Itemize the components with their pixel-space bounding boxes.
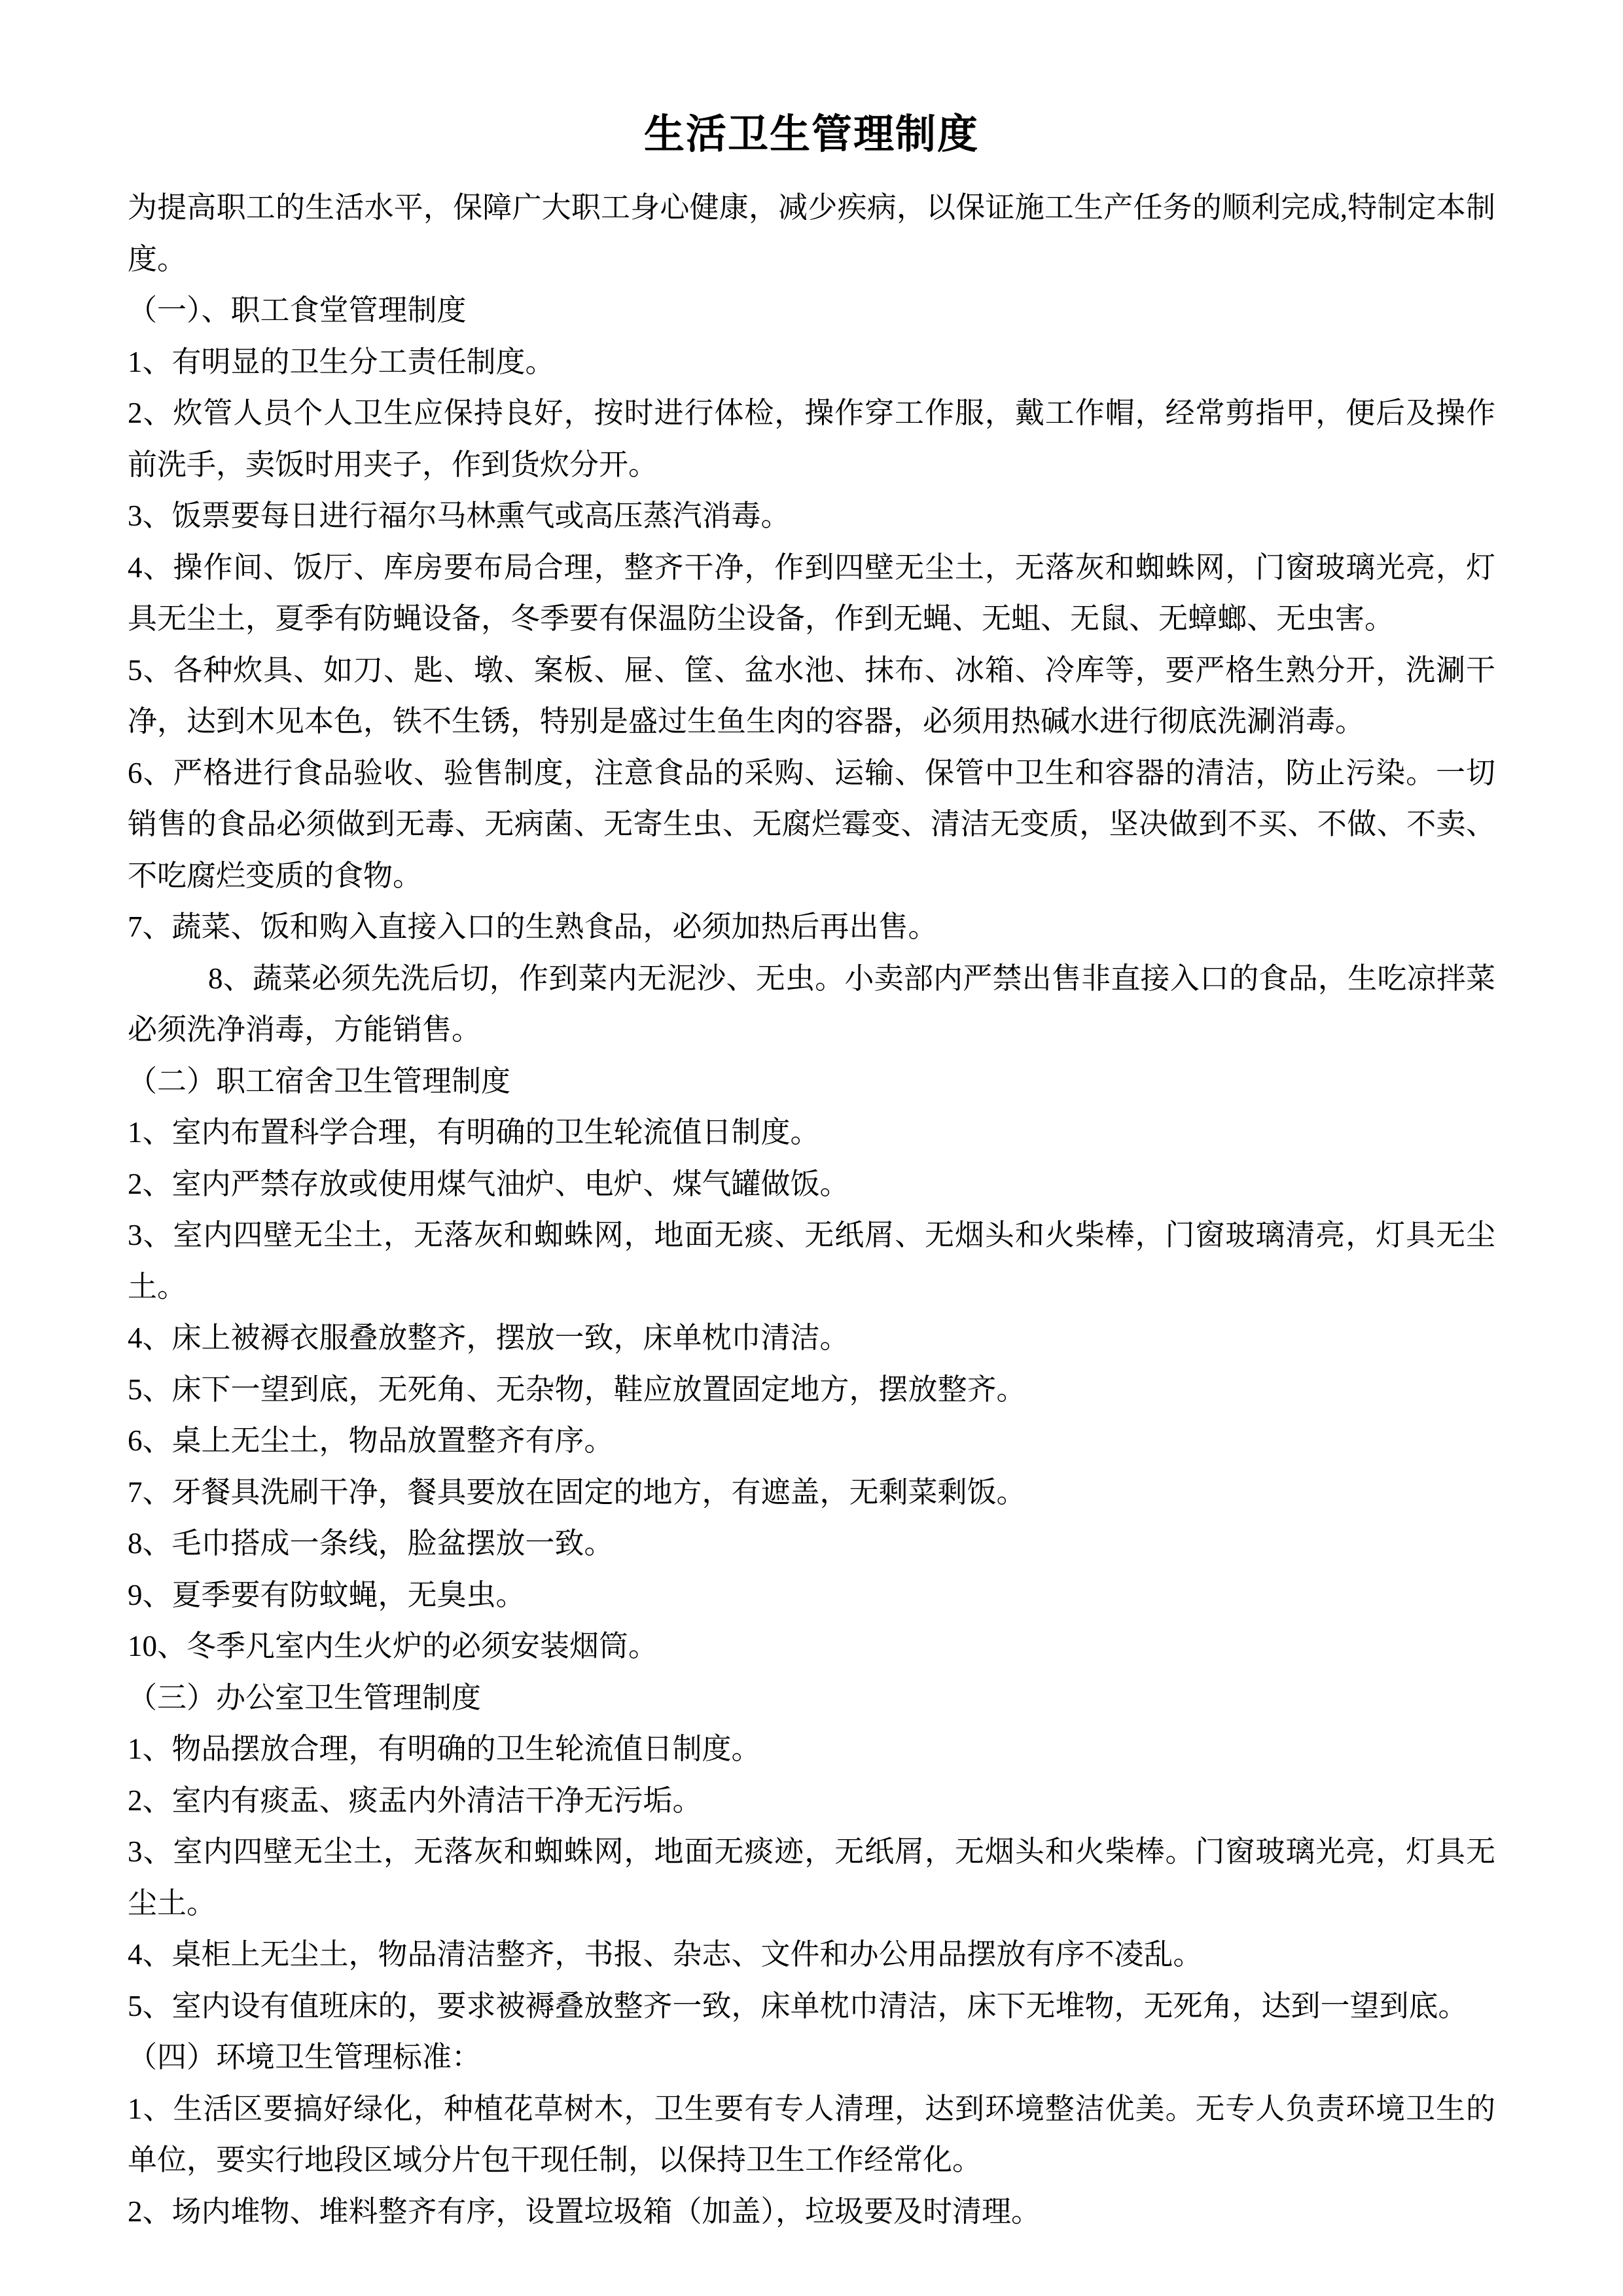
paragraph: 3、室内四壁无尘土，无落灰和蜘蛛网，地面无痰、无纸屑、无烟头和火柴棒，门窗玻璃清亮，灯具无尘土。 [128,1219,1495,1303]
paragraph: （三）办公室卫生管理制度 [128,1681,482,1714]
paragraph: 2、场内堆物、堆料整齐有序，设置垃圾箱（加盖），垃圾要及时清理。 [128,2195,1041,2228]
paragraph: 1、室内布置科学合理，有明确的卫生轮流值日制度。 [128,1116,820,1149]
paragraph: 9、夏季要有防蚊蝇，无臭虫。 [128,1578,526,1611]
paragraph: 4、床上被褥衣服叠放整齐，摆放一致，床单枕巾清洁。 [128,1321,849,1354]
paragraph: 2、室内有痰盂、痰盂内外清洁干净无污垢。 [128,1784,702,1817]
paragraph: 5、室内设有值班床的，要求被褥叠放整齐一致，床单枕巾清洁，床下无堆物，无死角，达到一望到底。 [128,1989,1468,2022]
document-body [128,182,1495,2237]
paragraph: 1、生活区要搞好绿化，种植花草树木，卫生要有专人清理，达到环境整洁优美。无专人负责环境卫生的单位，要实行地段区域分片包干现任制，以保持卫生工作经常化。 [128,2092,1495,2176]
paragraph: 3、室内四壁无尘土，无落灰和蜘蛛网，地面无痰迹，无纸屑，无烟头和火柴棒。门窗玻璃光亮，灯具无尘土。 [128,1835,1495,1920]
paragraph: 6、严格进行食品验收、验售制度，注意食品的采购、运输、保管中卫生和容器的清洁，防止污染。一切销售的食品必须做到无毒、无病菌、无寄生虫、无腐烂霉变、清洁无变质，坚决做到不买、不做、不卖、不吃腐烂变质的食物。 [128,756,1495,892]
paragraph: 6、桌上无尘土，物品放置整齐有序。 [128,1424,614,1457]
paragraph: 7、蔬菜、饭和购入直接入口的生熟食品，必须加热后再出售。 [128,910,938,943]
paragraph: 5、各种炊具、如刀、匙、墩、案板、屉、筐、盆水池、抹布、冰箱、冷库等，要严格生熟分开，洗涮干净，达到木见本色，铁不生锈，特别是盛过生鱼生肉的容器，必须用热碱水进行彻底洗涮消毒。 [128,653,1495,738]
paragraph: 2、室内严禁存放或使用煤气油炉、电炉、煤气罐做饭。 [128,1167,849,1200]
paragraph: 8、毛巾搭成一条线，脸盆摆放一致。 [128,1527,614,1560]
paragraph: 3、饭票要每日进行福尔马林熏气或高压蒸汽消毒。 [128,499,791,532]
paragraph: 8、蔬菜必须先洗后切，作到菜内无泥沙、无虫。小卖部内严禁出售非直接入口的食品，生吃凉拌菜必须洗净消毒，方能销售。 [128,961,1495,1046]
paragraph: 1、物品摆放合理，有明确的卫生轮流值日制度。 [128,1732,761,1765]
paragraph: 4、操作间、饭厅、库房要布局合理，整齐干净，作到四壁无尘土，无落灰和蜘蛛网，门窗玻璃光亮，灯具无尘土，夏季有防蝇设备，冬季要有保温防尘设备，作到无蝇、无蛆、无鼠、无蟑螂、无虫害。 [128,550,1495,635]
paragraph: （二）职工宿舍卫生管理制度 [128,1064,511,1098]
paragraph: 5、床下一望到底，无死角、无杂物，鞋应放置固定地方，摆放整齐。 [128,1372,1026,1406]
paragraph: 为提高职工的生活水平，保障广大职工身心健康，减少疾病，以保证施工生产任务的顺利完成,特制定本制度。 [128,191,1495,276]
paragraph: 7、牙餐具洗刷干净，餐具要放在固定的地方，有遮盖，无剩菜剩饭。 [128,1475,1026,1509]
paragraph: 4、桌柜上无尘土，物品清洁整齐，书报、杂志、文件和办公用品摆放有序不凌乱。 [128,1938,1203,1971]
paragraph: 1、有明显的卫生分工责任制度。 [128,345,555,378]
paragraph: （四）环境卫生管理标准： [128,2041,482,2073]
document-title: 生活卫生管理制度 [643,113,979,157]
paragraph: 2、炊管人员个人卫生应保持良好，按时进行体检，操作穿工作服，戴工作帽，经常剪指甲，便后及操作前洗手，卖饭时用夹子，作到货炊分开。 [128,397,1495,481]
paragraph: 10、冬季凡室内生火炉的必须安装烟筒。 [128,1630,658,1662]
paragraph: （一）、职工食堂管理制度 [128,294,467,327]
